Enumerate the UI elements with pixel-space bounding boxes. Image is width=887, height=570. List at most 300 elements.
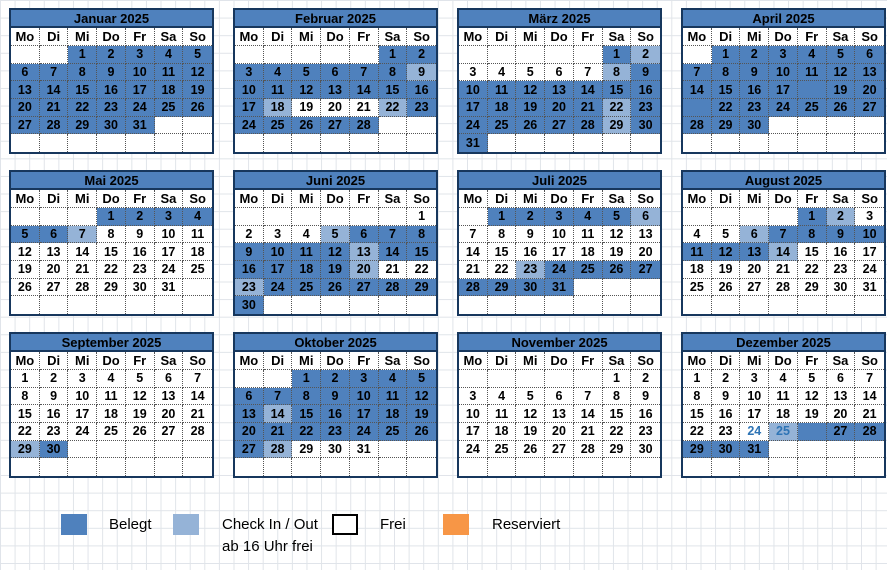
day-cell-januar-15[interactable]: 15 <box>68 81 97 99</box>
day-cell-april-4[interactable]: 4 <box>798 46 827 64</box>
day-cell-dezember-10[interactable]: 10 <box>740 388 769 406</box>
day-cell-februar-20[interactable]: 20 <box>321 99 350 117</box>
day-cell-dezember-1[interactable]: 1 <box>683 370 712 388</box>
day-cell-februar-11[interactable]: 11 <box>264 81 293 99</box>
day-cell-april-29[interactable]: 29 <box>712 117 741 135</box>
day-cell-mai-23[interactable]: 23 <box>126 261 155 279</box>
day-cell-januar-13[interactable]: 13 <box>11 81 40 99</box>
day-cell-mai-10[interactable]: 10 <box>155 226 184 244</box>
day-cell-oktober-4[interactable]: 4 <box>379 370 408 388</box>
day-cell-juni-12[interactable]: 12 <box>321 243 350 261</box>
day-cell-mai-26[interactable]: 26 <box>11 279 40 297</box>
day-cell-dezember-21[interactable]: 21 <box>855 405 884 423</box>
day-cell-september-11[interactable]: 11 <box>97 388 126 406</box>
day-cell-dezember-19[interactable]: 19 <box>798 405 827 423</box>
day-cell-november-11[interactable]: 11 <box>488 405 517 423</box>
day-cell-september-17[interactable]: 17 <box>68 405 97 423</box>
day-cell-november-23[interactable]: 23 <box>631 423 660 441</box>
day-cell-november-8[interactable]: 8 <box>603 388 632 406</box>
day-cell-januar-3[interactable]: 3 <box>126 46 155 64</box>
day-cell-maerz-21[interactable]: 21 <box>574 99 603 117</box>
day-cell-juli-31[interactable]: 31 <box>545 279 574 297</box>
day-cell-februar-17[interactable]: 17 <box>235 99 264 117</box>
day-cell-mai-21[interactable]: 21 <box>68 261 97 279</box>
day-cell-mai-25[interactable]: 25 <box>183 261 212 279</box>
day-cell-august-24[interactable]: 24 <box>855 261 884 279</box>
day-cell-november-20[interactable]: 20 <box>545 423 574 441</box>
day-cell-januar-27[interactable]: 27 <box>11 117 40 135</box>
day-cell-dezember-17[interactable]: 17 <box>740 405 769 423</box>
day-cell-mai-30[interactable]: 30 <box>126 279 155 297</box>
day-cell-dezember-7[interactable]: 7 <box>855 370 884 388</box>
day-cell-april-16[interactable]: 16 <box>740 81 769 99</box>
day-cell-april-8[interactable]: 8 <box>712 64 741 82</box>
day-cell-dezember-31[interactable]: 31 <box>740 441 769 459</box>
day-cell-juli-6[interactable]: 6 <box>631 208 660 226</box>
day-cell-november-3[interactable]: 3 <box>459 388 488 406</box>
day-cell-august-14[interactable]: 14 <box>769 243 798 261</box>
day-cell-dezember-25[interactable]: 25 <box>769 423 798 441</box>
day-cell-august-10[interactable]: 10 <box>855 226 884 244</box>
day-cell-oktober-31[interactable]: 31 <box>350 441 379 459</box>
day-cell-september-14[interactable]: 14 <box>183 388 212 406</box>
day-cell-februar-24[interactable]: 24 <box>235 117 264 135</box>
day-cell-dezember-26[interactable] <box>798 423 827 441</box>
day-cell-oktober-30[interactable]: 30 <box>321 441 350 459</box>
day-cell-april-5[interactable]: 5 <box>827 46 856 64</box>
day-cell-maerz-12[interactable]: 12 <box>516 81 545 99</box>
day-cell-september-26[interactable]: 26 <box>126 423 155 441</box>
day-cell-maerz-18[interactable]: 18 <box>488 99 517 117</box>
day-cell-juni-1[interactable]: 1 <box>407 208 436 226</box>
day-cell-februar-7[interactable]: 7 <box>350 64 379 82</box>
day-cell-februar-6[interactable]: 6 <box>321 64 350 82</box>
day-cell-august-6[interactable]: 6 <box>740 226 769 244</box>
day-cell-mai-7[interactable]: 7 <box>68 226 97 244</box>
day-cell-dezember-5[interactable]: 5 <box>798 370 827 388</box>
day-cell-maerz-19[interactable]: 19 <box>516 99 545 117</box>
day-cell-mai-20[interactable]: 20 <box>40 261 69 279</box>
day-cell-juli-24[interactable]: 24 <box>545 261 574 279</box>
day-cell-april-6[interactable]: 6 <box>855 46 884 64</box>
day-cell-november-18[interactable]: 18 <box>488 423 517 441</box>
day-cell-maerz-23[interactable]: 23 <box>631 99 660 117</box>
day-cell-juni-16[interactable]: 16 <box>235 261 264 279</box>
day-cell-april-26[interactable]: 26 <box>827 99 856 117</box>
day-cell-februar-2[interactable]: 2 <box>407 46 436 64</box>
day-cell-januar-20[interactable]: 20 <box>11 99 40 117</box>
day-cell-april-13[interactable]: 13 <box>855 64 884 82</box>
day-cell-mai-18[interactable]: 18 <box>183 243 212 261</box>
day-cell-november-14[interactable]: 14 <box>574 405 603 423</box>
day-cell-maerz-9[interactable]: 9 <box>631 64 660 82</box>
day-cell-juli-20[interactable]: 20 <box>631 243 660 261</box>
day-cell-dezember-15[interactable]: 15 <box>683 405 712 423</box>
day-cell-dezember-9[interactable]: 9 <box>712 388 741 406</box>
day-cell-oktober-17[interactable]: 17 <box>350 405 379 423</box>
day-cell-juli-13[interactable]: 13 <box>631 226 660 244</box>
day-cell-juli-27[interactable]: 27 <box>631 261 660 279</box>
day-cell-november-17[interactable]: 17 <box>459 423 488 441</box>
day-cell-juni-5[interactable]: 5 <box>321 226 350 244</box>
day-cell-juli-10[interactable]: 10 <box>545 226 574 244</box>
day-cell-oktober-18[interactable]: 18 <box>379 405 408 423</box>
day-cell-februar-9[interactable]: 9 <box>407 64 436 82</box>
day-cell-juli-1[interactable]: 1 <box>488 208 517 226</box>
day-cell-juni-4[interactable]: 4 <box>292 226 321 244</box>
day-cell-januar-25[interactable]: 25 <box>155 99 184 117</box>
day-cell-juli-22[interactable]: 22 <box>488 261 517 279</box>
day-cell-august-31[interactable]: 31 <box>855 279 884 297</box>
day-cell-september-7[interactable]: 7 <box>183 370 212 388</box>
day-cell-september-2[interactable]: 2 <box>40 370 69 388</box>
day-cell-april-10[interactable]: 10 <box>769 64 798 82</box>
day-cell-mai-16[interactable]: 16 <box>126 243 155 261</box>
day-cell-juli-26[interactable]: 26 <box>603 261 632 279</box>
day-cell-august-28[interactable]: 28 <box>769 279 798 297</box>
day-cell-oktober-22[interactable]: 22 <box>292 423 321 441</box>
day-cell-juni-15[interactable]: 15 <box>407 243 436 261</box>
day-cell-november-10[interactable]: 10 <box>459 405 488 423</box>
day-cell-dezember-24[interactable]: 24 <box>740 423 769 441</box>
day-cell-juni-6[interactable]: 6 <box>350 226 379 244</box>
day-cell-juli-15[interactable]: 15 <box>488 243 517 261</box>
day-cell-mai-2[interactable]: 2 <box>126 208 155 226</box>
day-cell-februar-4[interactable]: 4 <box>264 64 293 82</box>
day-cell-september-27[interactable]: 27 <box>155 423 184 441</box>
day-cell-juli-23[interactable]: 23 <box>516 261 545 279</box>
day-cell-august-27[interactable]: 27 <box>740 279 769 297</box>
day-cell-oktober-7[interactable]: 7 <box>264 388 293 406</box>
day-cell-august-25[interactable]: 25 <box>683 279 712 297</box>
day-cell-september-12[interactable]: 12 <box>126 388 155 406</box>
day-cell-april-12[interactable]: 12 <box>827 64 856 82</box>
day-cell-juli-9[interactable]: 9 <box>516 226 545 244</box>
day-cell-juni-21[interactable]: 21 <box>379 261 408 279</box>
day-cell-mai-1[interactable]: 1 <box>97 208 126 226</box>
day-cell-maerz-3[interactable]: 3 <box>459 64 488 82</box>
day-cell-januar-9[interactable]: 9 <box>97 64 126 82</box>
day-cell-august-18[interactable]: 18 <box>683 261 712 279</box>
day-cell-oktober-3[interactable]: 3 <box>350 370 379 388</box>
day-cell-maerz-14[interactable]: 14 <box>574 81 603 99</box>
day-cell-november-9[interactable]: 9 <box>631 388 660 406</box>
day-cell-januar-31[interactable]: 31 <box>126 117 155 135</box>
day-cell-maerz-30[interactable]: 30 <box>631 117 660 135</box>
day-cell-november-1[interactable]: 1 <box>603 370 632 388</box>
day-cell-februar-18[interactable]: 18 <box>264 99 293 117</box>
day-cell-oktober-20[interactable]: 20 <box>235 423 264 441</box>
day-cell-februar-12[interactable]: 12 <box>292 81 321 99</box>
day-cell-september-18[interactable]: 18 <box>97 405 126 423</box>
day-cell-juni-20[interactable]: 20 <box>350 261 379 279</box>
day-cell-oktober-23[interactable]: 23 <box>321 423 350 441</box>
day-cell-april-24[interactable]: 24 <box>769 99 798 117</box>
day-cell-juli-18[interactable]: 18 <box>574 243 603 261</box>
day-cell-april-25[interactable]: 25 <box>798 99 827 117</box>
day-cell-juli-11[interactable]: 11 <box>574 226 603 244</box>
day-cell-januar-18[interactable]: 18 <box>155 81 184 99</box>
day-cell-januar-2[interactable]: 2 <box>97 46 126 64</box>
day-cell-oktober-12[interactable]: 12 <box>407 388 436 406</box>
day-cell-februar-23[interactable]: 23 <box>407 99 436 117</box>
day-cell-april-21[interactable] <box>683 99 712 117</box>
day-cell-dezember-13[interactable]: 13 <box>827 388 856 406</box>
day-cell-juni-27[interactable]: 27 <box>350 279 379 297</box>
day-cell-juni-24[interactable]: 24 <box>264 279 293 297</box>
day-cell-juni-10[interactable]: 10 <box>264 243 293 261</box>
day-cell-januar-19[interactable]: 19 <box>183 81 212 99</box>
day-cell-september-24[interactable]: 24 <box>68 423 97 441</box>
day-cell-august-29[interactable]: 29 <box>798 279 827 297</box>
day-cell-dezember-16[interactable]: 16 <box>712 405 741 423</box>
day-cell-juli-29[interactable]: 29 <box>488 279 517 297</box>
day-cell-oktober-8[interactable]: 8 <box>292 388 321 406</box>
day-cell-maerz-22[interactable]: 22 <box>603 99 632 117</box>
day-cell-dezember-28[interactable]: 28 <box>855 423 884 441</box>
day-cell-maerz-6[interactable]: 6 <box>545 64 574 82</box>
day-cell-august-13[interactable]: 13 <box>740 243 769 261</box>
day-cell-maerz-4[interactable]: 4 <box>488 64 517 82</box>
day-cell-mai-5[interactable]: 5 <box>11 226 40 244</box>
day-cell-juli-5[interactable]: 5 <box>603 208 632 226</box>
day-cell-november-29[interactable]: 29 <box>603 441 632 459</box>
day-cell-januar-16[interactable]: 16 <box>97 81 126 99</box>
day-cell-dezember-2[interactable]: 2 <box>712 370 741 388</box>
day-cell-mai-6[interactable]: 6 <box>40 226 69 244</box>
day-cell-oktober-10[interactable]: 10 <box>350 388 379 406</box>
day-cell-juli-17[interactable]: 17 <box>545 243 574 261</box>
day-cell-januar-23[interactable]: 23 <box>97 99 126 117</box>
day-cell-oktober-28[interactable]: 28 <box>264 441 293 459</box>
day-cell-november-15[interactable]: 15 <box>603 405 632 423</box>
day-cell-oktober-1[interactable]: 1 <box>292 370 321 388</box>
day-cell-september-4[interactable]: 4 <box>97 370 126 388</box>
day-cell-september-19[interactable]: 19 <box>126 405 155 423</box>
day-cell-august-2[interactable]: 2 <box>827 208 856 226</box>
day-cell-januar-29[interactable]: 29 <box>68 117 97 135</box>
day-cell-august-19[interactable]: 19 <box>712 261 741 279</box>
day-cell-august-12[interactable]: 12 <box>712 243 741 261</box>
day-cell-dezember-18[interactable]: 18 <box>769 405 798 423</box>
day-cell-mai-4[interactable]: 4 <box>183 208 212 226</box>
day-cell-maerz-15[interactable]: 15 <box>603 81 632 99</box>
day-cell-maerz-17[interactable]: 17 <box>459 99 488 117</box>
day-cell-juni-11[interactable]: 11 <box>292 243 321 261</box>
day-cell-april-1[interactable]: 1 <box>712 46 741 64</box>
day-cell-april-14[interactable]: 14 <box>683 81 712 99</box>
day-cell-mai-27[interactable]: 27 <box>40 279 69 297</box>
day-cell-maerz-7[interactable]: 7 <box>574 64 603 82</box>
day-cell-oktober-15[interactable]: 15 <box>292 405 321 423</box>
day-cell-oktober-19[interactable]: 19 <box>407 405 436 423</box>
day-cell-juni-18[interactable]: 18 <box>292 261 321 279</box>
day-cell-august-22[interactable]: 22 <box>798 261 827 279</box>
day-cell-november-26[interactable]: 26 <box>516 441 545 459</box>
day-cell-februar-3[interactable]: 3 <box>235 64 264 82</box>
day-cell-januar-5[interactable]: 5 <box>183 46 212 64</box>
day-cell-mai-8[interactable]: 8 <box>97 226 126 244</box>
day-cell-maerz-31[interactable]: 31 <box>459 134 488 152</box>
day-cell-maerz-10[interactable]: 10 <box>459 81 488 99</box>
day-cell-november-24[interactable]: 24 <box>459 441 488 459</box>
day-cell-august-9[interactable]: 9 <box>827 226 856 244</box>
day-cell-september-16[interactable]: 16 <box>40 405 69 423</box>
day-cell-april-23[interactable]: 23 <box>740 99 769 117</box>
day-cell-oktober-24[interactable]: 24 <box>350 423 379 441</box>
day-cell-mai-11[interactable]: 11 <box>183 226 212 244</box>
day-cell-juli-21[interactable]: 21 <box>459 261 488 279</box>
day-cell-februar-28[interactable]: 28 <box>350 117 379 135</box>
day-cell-januar-4[interactable]: 4 <box>155 46 184 64</box>
day-cell-juli-14[interactable]: 14 <box>459 243 488 261</box>
day-cell-mai-13[interactable]: 13 <box>40 243 69 261</box>
day-cell-maerz-28[interactable]: 28 <box>574 117 603 135</box>
day-cell-juni-25[interactable]: 25 <box>292 279 321 297</box>
day-cell-juni-29[interactable]: 29 <box>407 279 436 297</box>
day-cell-mai-15[interactable]: 15 <box>97 243 126 261</box>
day-cell-september-28[interactable]: 28 <box>183 423 212 441</box>
day-cell-november-27[interactable]: 27 <box>545 441 574 459</box>
day-cell-november-22[interactable]: 22 <box>603 423 632 441</box>
day-cell-juli-4[interactable]: 4 <box>574 208 603 226</box>
day-cell-juni-9[interactable]: 9 <box>235 243 264 261</box>
day-cell-september-5[interactable]: 5 <box>126 370 155 388</box>
day-cell-oktober-9[interactable]: 9 <box>321 388 350 406</box>
day-cell-september-15[interactable]: 15 <box>11 405 40 423</box>
day-cell-juni-30[interactable]: 30 <box>235 296 264 314</box>
day-cell-august-7[interactable]: 7 <box>769 226 798 244</box>
day-cell-september-20[interactable]: 20 <box>155 405 184 423</box>
day-cell-august-3[interactable]: 3 <box>855 208 884 226</box>
day-cell-januar-1[interactable]: 1 <box>68 46 97 64</box>
day-cell-januar-22[interactable]: 22 <box>68 99 97 117</box>
day-cell-juli-2[interactable]: 2 <box>516 208 545 226</box>
day-cell-maerz-29[interactable]: 29 <box>603 117 632 135</box>
day-cell-oktober-5[interactable]: 5 <box>407 370 436 388</box>
day-cell-mai-12[interactable]: 12 <box>11 243 40 261</box>
day-cell-august-30[interactable]: 30 <box>827 279 856 297</box>
day-cell-dezember-3[interactable]: 3 <box>740 370 769 388</box>
day-cell-juli-7[interactable]: 7 <box>459 226 488 244</box>
day-cell-april-7[interactable]: 7 <box>683 64 712 82</box>
day-cell-april-19[interactable]: 19 <box>827 81 856 99</box>
day-cell-maerz-13[interactable]: 13 <box>545 81 574 99</box>
day-cell-august-11[interactable]: 11 <box>683 243 712 261</box>
day-cell-mai-22[interactable]: 22 <box>97 261 126 279</box>
day-cell-februar-13[interactable]: 13 <box>321 81 350 99</box>
day-cell-mai-9[interactable]: 9 <box>126 226 155 244</box>
day-cell-februar-26[interactable]: 26 <box>292 117 321 135</box>
day-cell-februar-27[interactable]: 27 <box>321 117 350 135</box>
day-cell-januar-6[interactable]: 6 <box>11 64 40 82</box>
day-cell-februar-14[interactable]: 14 <box>350 81 379 99</box>
day-cell-november-28[interactable]: 28 <box>574 441 603 459</box>
day-cell-september-23[interactable]: 23 <box>40 423 69 441</box>
day-cell-mai-17[interactable]: 17 <box>155 243 184 261</box>
day-cell-september-6[interactable]: 6 <box>155 370 184 388</box>
day-cell-juni-3[interactable]: 3 <box>264 226 293 244</box>
day-cell-oktober-26[interactable]: 26 <box>407 423 436 441</box>
day-cell-oktober-27[interactable]: 27 <box>235 441 264 459</box>
day-cell-november-7[interactable]: 7 <box>574 388 603 406</box>
day-cell-november-19[interactable]: 19 <box>516 423 545 441</box>
day-cell-april-3[interactable]: 3 <box>769 46 798 64</box>
day-cell-dezember-11[interactable]: 11 <box>769 388 798 406</box>
day-cell-januar-21[interactable]: 21 <box>40 99 69 117</box>
day-cell-januar-11[interactable]: 11 <box>155 64 184 82</box>
day-cell-maerz-24[interactable]: 24 <box>459 117 488 135</box>
day-cell-maerz-11[interactable]: 11 <box>488 81 517 99</box>
day-cell-dezember-23[interactable]: 23 <box>712 423 741 441</box>
day-cell-dezember-29[interactable]: 29 <box>683 441 712 459</box>
day-cell-mai-31[interactable]: 31 <box>155 279 184 297</box>
day-cell-maerz-5[interactable]: 5 <box>516 64 545 82</box>
day-cell-oktober-14[interactable]: 14 <box>264 405 293 423</box>
day-cell-oktober-13[interactable]: 13 <box>235 405 264 423</box>
day-cell-maerz-26[interactable]: 26 <box>516 117 545 135</box>
day-cell-november-30[interactable]: 30 <box>631 441 660 459</box>
day-cell-juli-30[interactable]: 30 <box>516 279 545 297</box>
day-cell-november-12[interactable]: 12 <box>516 405 545 423</box>
day-cell-maerz-27[interactable]: 27 <box>545 117 574 135</box>
day-cell-januar-12[interactable]: 12 <box>183 64 212 82</box>
day-cell-januar-26[interactable]: 26 <box>183 99 212 117</box>
day-cell-april-30[interactable]: 30 <box>740 117 769 135</box>
day-cell-august-17[interactable]: 17 <box>855 243 884 261</box>
day-cell-juli-25[interactable]: 25 <box>574 261 603 279</box>
day-cell-august-5[interactable]: 5 <box>712 226 741 244</box>
day-cell-april-15[interactable]: 15 <box>712 81 741 99</box>
day-cell-januar-8[interactable]: 8 <box>68 64 97 82</box>
day-cell-april-27[interactable]: 27 <box>855 99 884 117</box>
day-cell-september-1[interactable]: 1 <box>11 370 40 388</box>
day-cell-maerz-16[interactable]: 16 <box>631 81 660 99</box>
day-cell-november-21[interactable]: 21 <box>574 423 603 441</box>
day-cell-februar-10[interactable]: 10 <box>235 81 264 99</box>
day-cell-dezember-12[interactable]: 12 <box>798 388 827 406</box>
day-cell-august-21[interactable]: 21 <box>769 261 798 279</box>
day-cell-april-17[interactable]: 17 <box>769 81 798 99</box>
day-cell-august-20[interactable]: 20 <box>740 261 769 279</box>
day-cell-februar-5[interactable]: 5 <box>292 64 321 82</box>
day-cell-september-22[interactable]: 22 <box>11 423 40 441</box>
day-cell-september-3[interactable]: 3 <box>68 370 97 388</box>
day-cell-februar-19[interactable]: 19 <box>292 99 321 117</box>
day-cell-juni-8[interactable]: 8 <box>407 226 436 244</box>
day-cell-juni-22[interactable]: 22 <box>407 261 436 279</box>
day-cell-april-28[interactable]: 28 <box>683 117 712 135</box>
day-cell-januar-10[interactable]: 10 <box>126 64 155 82</box>
day-cell-april-2[interactable]: 2 <box>740 46 769 64</box>
day-cell-juli-16[interactable]: 16 <box>516 243 545 261</box>
day-cell-september-30[interactable]: 30 <box>40 441 69 459</box>
day-cell-september-21[interactable]: 21 <box>183 405 212 423</box>
day-cell-januar-7[interactable]: 7 <box>40 64 69 82</box>
day-cell-november-13[interactable]: 13 <box>545 405 574 423</box>
day-cell-februar-21[interactable]: 21 <box>350 99 379 117</box>
day-cell-dezember-6[interactable]: 6 <box>827 370 856 388</box>
day-cell-oktober-21[interactable]: 21 <box>264 423 293 441</box>
day-cell-februar-1[interactable]: 1 <box>379 46 408 64</box>
day-cell-januar-30[interactable]: 30 <box>97 117 126 135</box>
day-cell-september-13[interactable]: 13 <box>155 388 184 406</box>
day-cell-januar-24[interactable]: 24 <box>126 99 155 117</box>
day-cell-mai-19[interactable]: 19 <box>11 261 40 279</box>
day-cell-november-5[interactable]: 5 <box>516 388 545 406</box>
day-cell-mai-29[interactable]: 29 <box>97 279 126 297</box>
day-cell-september-10[interactable]: 10 <box>68 388 97 406</box>
